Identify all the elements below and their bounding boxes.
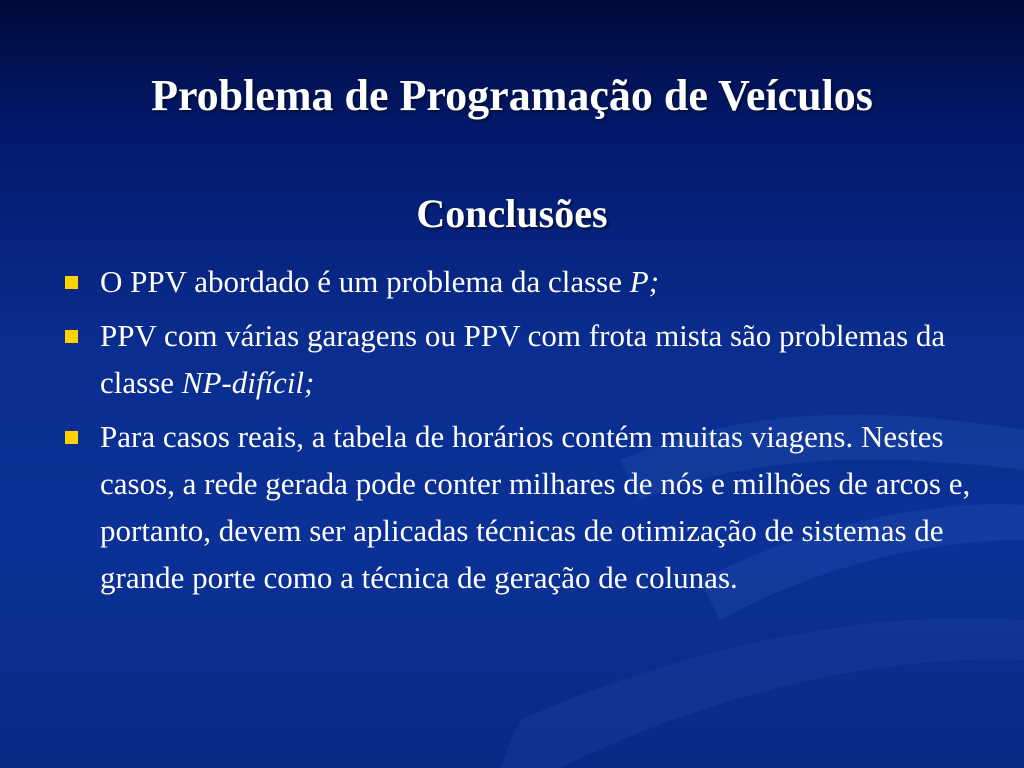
bullet-text: Para casos reais, a tabela de horários contém muitas viagens. Nestes casos, a rede gerada pode conter milhares de nós e milhões de arcos e, portanto, devem ser aplicadas técnicas de otimização de sistemas de grande porte como a técnica de geração de colunas. <box>100 419 971 595</box>
bullet-list <box>62 258 972 608</box>
bullet-item-2 <box>62 312 972 406</box>
square-bullet-icon <box>65 431 78 444</box>
bullet-emphasis: NP-difícil; <box>181 365 315 400</box>
bullet-item-1 <box>62 258 972 305</box>
bullet-item-3 <box>62 413 972 601</box>
bullet-text: O PPV abordado é um problema da classe <box>100 264 630 299</box>
slide-title: Problema de Programação de Veículos <box>151 71 873 120</box>
bullet-emphasis: P; <box>629 264 660 299</box>
square-bullet-icon <box>65 276 78 289</box>
section-heading: Conclusões <box>416 191 608 236</box>
square-bullet-icon <box>65 330 78 343</box>
bullet-text: PPV com várias garagens ou PPV com frota mista são problemas da classe <box>100 318 946 400</box>
